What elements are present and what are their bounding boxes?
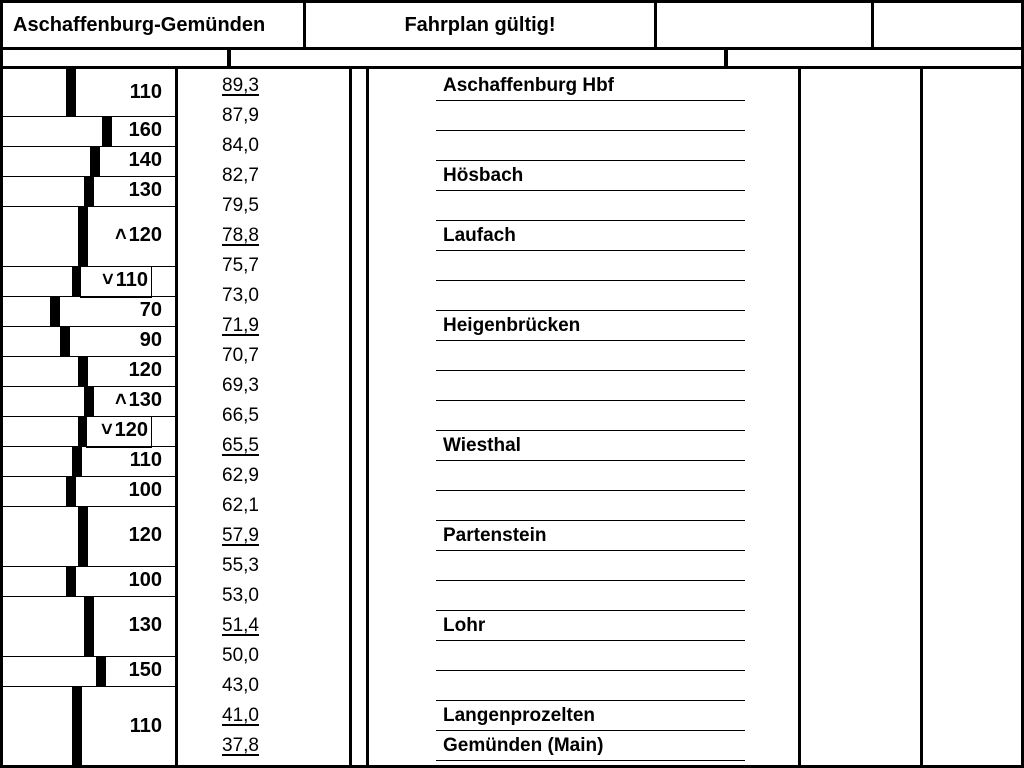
speed-limit-label bbox=[129, 524, 162, 547]
speed-limit-label bbox=[130, 715, 162, 738]
speed-limit-label bbox=[129, 569, 162, 592]
station-row-line bbox=[436, 370, 745, 371]
station-row-line bbox=[436, 130, 745, 131]
km-marker: 41,0 bbox=[222, 705, 259, 726]
speed-section-divider bbox=[0, 656, 176, 657]
speed-value: 70 bbox=[139, 299, 162, 321]
km-marker: 70,7 bbox=[222, 345, 259, 366]
station-row-line bbox=[436, 190, 745, 191]
km-marker: 87,9 bbox=[222, 105, 259, 126]
speed-section-divider bbox=[0, 326, 176, 327]
station-name: Hösbach bbox=[443, 165, 524, 186]
speed-value: 110 bbox=[129, 81, 162, 103]
speed-gradient-bar bbox=[96, 656, 106, 686]
station-row-line bbox=[436, 310, 745, 311]
km-marker: 62,1 bbox=[222, 495, 259, 516]
speed-section-divider bbox=[0, 356, 176, 357]
km-marker: 71,9 bbox=[222, 315, 259, 336]
speed-value: 140 bbox=[128, 149, 162, 171]
km-marker: 51,4 bbox=[222, 615, 259, 636]
km-marker: 79,5 bbox=[222, 195, 259, 216]
station-row-line bbox=[436, 340, 745, 341]
column-divider bbox=[366, 66, 369, 768]
speed-section-divider bbox=[0, 686, 176, 687]
speed-limit-label bbox=[129, 149, 162, 172]
station-row-line bbox=[436, 760, 745, 761]
km-marker: 73,0 bbox=[222, 285, 259, 306]
speed-decrease-icon: ˅ bbox=[102, 269, 114, 291]
speed-value: 120 bbox=[128, 359, 162, 381]
station-row-line bbox=[436, 400, 745, 401]
speed-limit-label bbox=[130, 449, 162, 472]
station-row-line bbox=[436, 220, 745, 221]
speed-limit-label bbox=[140, 329, 162, 352]
speed-value: 110 bbox=[129, 715, 162, 737]
speed-section-divider bbox=[0, 566, 176, 567]
station-row-line bbox=[436, 280, 745, 281]
speed-gradient-bar bbox=[78, 506, 88, 566]
km-marker: 89,3 bbox=[222, 75, 259, 96]
speed-limit-label bbox=[115, 389, 162, 412]
speed-value: 130 bbox=[128, 389, 162, 411]
station-name: Partenstein bbox=[443, 525, 547, 546]
speed-value: 160 bbox=[128, 119, 162, 141]
speed-value: 100 bbox=[128, 569, 162, 591]
speed-gradient-bar bbox=[72, 686, 82, 768]
speed-gradient-bar bbox=[90, 146, 100, 176]
km-marker: 50,0 bbox=[222, 645, 259, 666]
speed-section-divider bbox=[0, 146, 176, 147]
speed-limit-label bbox=[129, 179, 162, 202]
speed-limit-label bbox=[129, 614, 162, 637]
header-cell-4 bbox=[871, 0, 1024, 50]
column-divider bbox=[349, 66, 352, 768]
station-row-line bbox=[436, 700, 745, 701]
km-marker: 82,7 bbox=[222, 165, 259, 186]
subheader-divider bbox=[227, 47, 231, 67]
station-row-line bbox=[436, 160, 745, 161]
km-marker: 37,8 bbox=[222, 735, 259, 756]
speed-gradient-bar bbox=[66, 476, 76, 506]
station-row-line bbox=[436, 580, 745, 581]
km-marker: 53,0 bbox=[222, 585, 259, 606]
speed-value: 90 bbox=[139, 329, 162, 351]
speed-decrease-icon: ˅ bbox=[100, 419, 113, 441]
station-row-line bbox=[436, 610, 745, 611]
speed-section-divider bbox=[0, 446, 176, 447]
speed-value: 110 bbox=[115, 269, 148, 291]
speed-gradient-bar bbox=[50, 296, 60, 326]
station-name: Gemünden (Main) bbox=[443, 735, 604, 756]
station-row-line bbox=[436, 100, 745, 101]
station-name: Laufach bbox=[443, 225, 516, 246]
column-divider bbox=[798, 66, 801, 768]
speed-section-divider bbox=[0, 296, 176, 297]
station-name: Lohr bbox=[443, 615, 486, 636]
station-name: Langenprozelten bbox=[443, 705, 596, 726]
header-cell-3 bbox=[654, 0, 874, 50]
route-title-cell bbox=[0, 0, 306, 50]
speed-limit-label bbox=[129, 479, 162, 502]
column-divider bbox=[920, 66, 923, 768]
validity-label: Fahrplan gültig! bbox=[404, 13, 556, 36]
speed-gradient-bar bbox=[60, 326, 70, 356]
speed-increase-icon: ˄ bbox=[114, 389, 127, 411]
km-marker: 69,3 bbox=[222, 375, 259, 396]
station-row-line bbox=[436, 460, 745, 461]
speed-value: 130 bbox=[128, 614, 162, 636]
speed-gradient-bar bbox=[72, 446, 82, 476]
station-row-line bbox=[436, 490, 745, 491]
station-row-line bbox=[436, 430, 745, 431]
station-row-line bbox=[436, 730, 745, 731]
station-row-line bbox=[436, 550, 745, 551]
speed-limit-label bbox=[129, 119, 162, 142]
speed-section-divider bbox=[0, 116, 176, 117]
speed-limit-label bbox=[101, 419, 148, 442]
speed-limit-label bbox=[130, 81, 162, 104]
station-row-line bbox=[436, 670, 745, 671]
speed-gradient-bar bbox=[66, 566, 76, 596]
speed-limit-label bbox=[102, 269, 148, 292]
station-row-line bbox=[436, 520, 745, 521]
speed-gradient-bar bbox=[84, 596, 94, 656]
speed-section-divider bbox=[0, 506, 176, 507]
speed-value: 130 bbox=[128, 179, 162, 201]
km-marker: 84,0 bbox=[222, 135, 259, 156]
speed-value: 120 bbox=[114, 419, 148, 441]
station-name: Heigenbrücken bbox=[443, 315, 581, 336]
speed-value: 150 bbox=[128, 659, 162, 681]
validity-cell bbox=[303, 0, 657, 50]
speed-limit-label bbox=[129, 659, 162, 682]
km-marker: 43,0 bbox=[222, 675, 259, 696]
station-name: Wiesthal bbox=[443, 435, 521, 456]
speed-gradient-bar bbox=[78, 206, 88, 266]
column-divider bbox=[175, 66, 178, 768]
speed-gradient-bar bbox=[66, 69, 76, 117]
km-marker: 78,8 bbox=[222, 225, 259, 246]
speed-gradient-bar bbox=[84, 386, 94, 416]
speed-gradient-bar bbox=[102, 116, 112, 146]
route-title: Aschaffenburg-Gemünden bbox=[13, 13, 266, 36]
km-marker: 66,5 bbox=[222, 405, 259, 426]
station-row-line bbox=[436, 640, 745, 641]
speed-section-divider bbox=[0, 476, 176, 477]
speed-section-divider bbox=[0, 206, 176, 207]
speed-value: 100 bbox=[128, 479, 162, 501]
speed-value: 110 bbox=[129, 449, 162, 471]
speed-limit-label bbox=[115, 224, 162, 247]
subheader-divider bbox=[724, 47, 728, 67]
km-marker: 57,9 bbox=[222, 525, 259, 546]
km-marker: 62,9 bbox=[222, 465, 259, 486]
station-name: Aschaffenburg Hbf bbox=[443, 75, 614, 96]
speed-limit-label bbox=[129, 359, 162, 382]
speed-value: 120 bbox=[128, 224, 162, 246]
speed-value: 120 bbox=[128, 524, 162, 546]
station-row-line bbox=[436, 250, 745, 251]
speed-limit-label bbox=[140, 299, 162, 322]
speed-gradient-bar bbox=[78, 356, 88, 386]
km-marker: 55,3 bbox=[222, 555, 259, 576]
km-marker: 65,5 bbox=[222, 435, 259, 456]
km-marker: 75,7 bbox=[222, 255, 259, 276]
speed-increase-icon: ˄ bbox=[114, 224, 127, 246]
speed-gradient-bar bbox=[84, 176, 94, 206]
